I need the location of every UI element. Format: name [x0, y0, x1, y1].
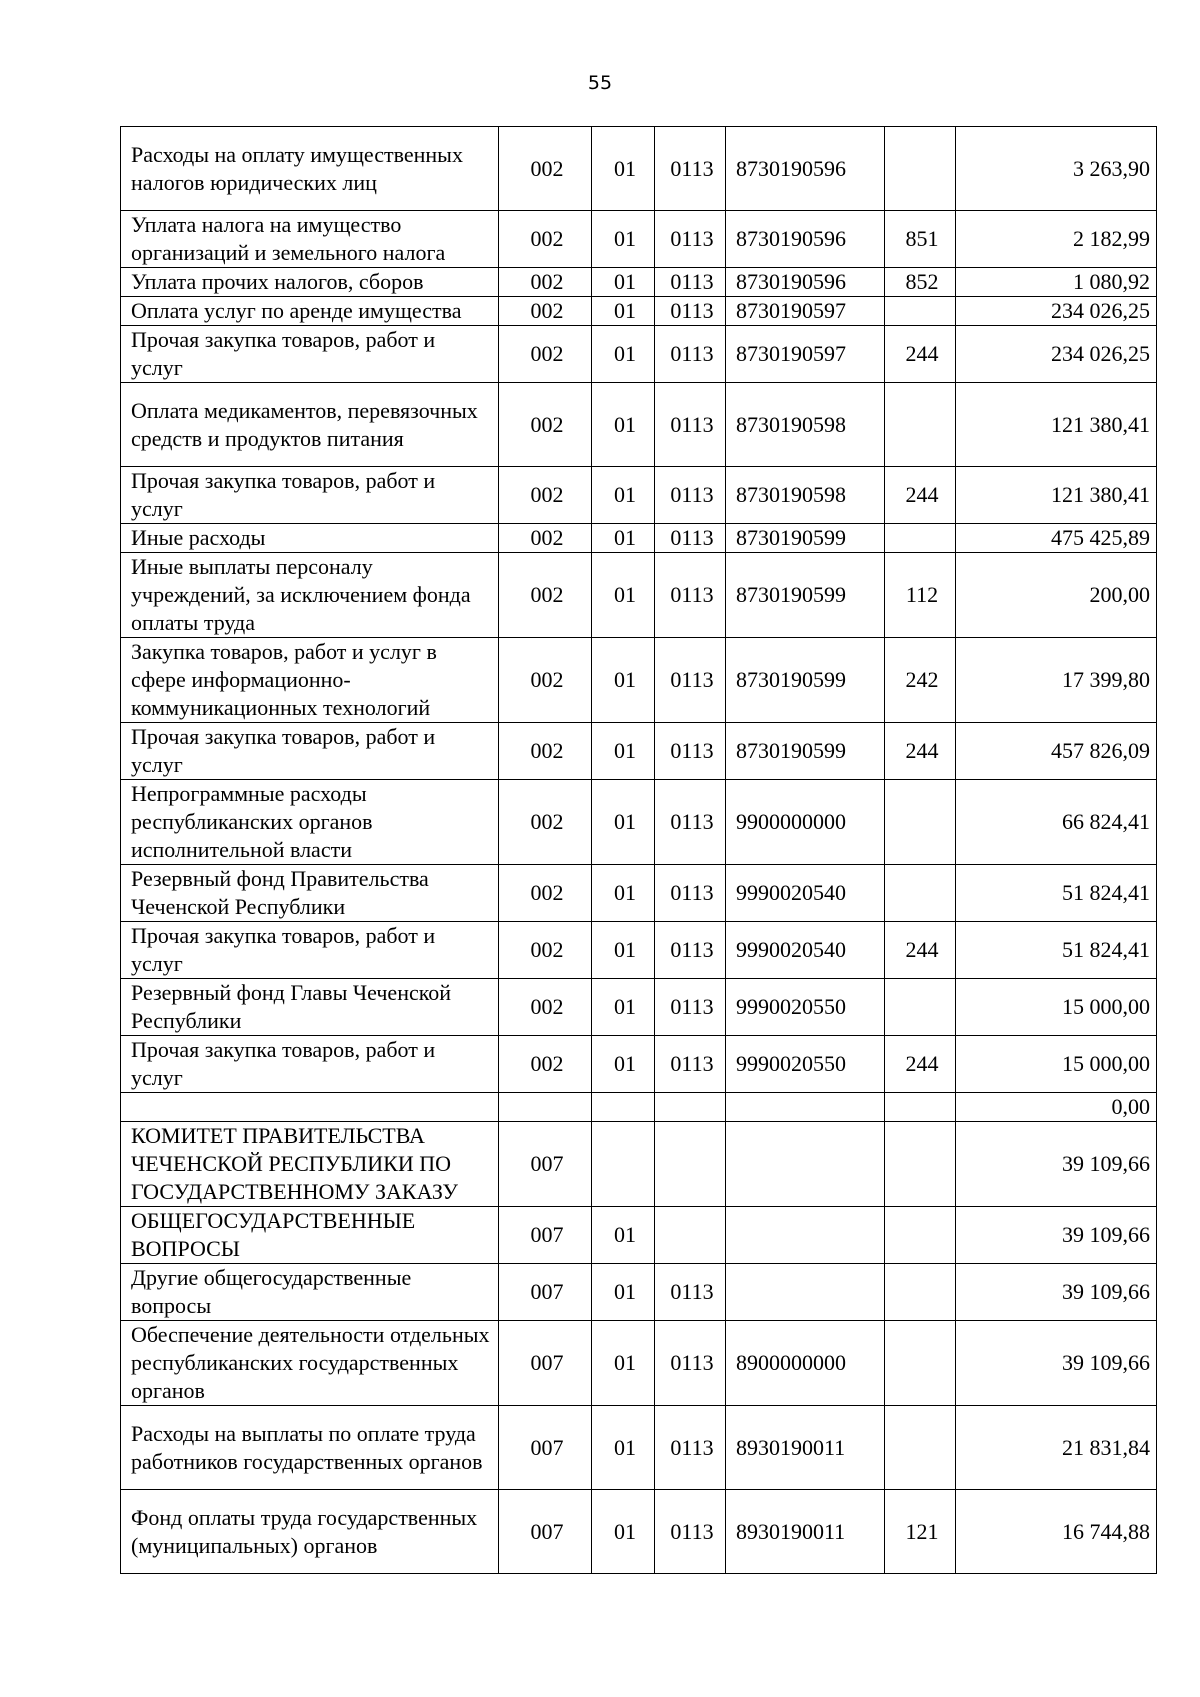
department-code-cell: 002 — [499, 211, 592, 268]
amount-cell: 3 263,90 — [956, 127, 1157, 211]
expense-type-cell — [885, 780, 956, 865]
expense-type-cell — [885, 1122, 956, 1207]
subsection-code-cell: 0113 — [655, 268, 726, 297]
section-code-cell: 01 — [592, 1490, 655, 1574]
department-code-cell: 002 — [499, 383, 592, 467]
table-row — [121, 780, 1157, 865]
target-article-cell: 8730190597 — [726, 297, 885, 326]
section-code-cell: 01 — [592, 127, 655, 211]
target-article-cell: 8730190598 — [726, 383, 885, 467]
table-body — [121, 127, 1157, 1574]
table-row — [121, 865, 1157, 922]
table-row — [121, 1036, 1157, 1093]
target-article-cell: 8730190598 — [726, 467, 885, 524]
target-article-cell: 9990020550 — [726, 1036, 885, 1093]
target-article-cell — [726, 1122, 885, 1207]
table-row — [121, 638, 1157, 723]
table-row — [121, 268, 1157, 297]
department-code-cell: 007 — [499, 1122, 592, 1207]
expense-name-cell: Резервный фонд Главы Чеченской Республики — [121, 979, 499, 1036]
section-code-cell: 01 — [592, 979, 655, 1036]
department-code-cell: 002 — [499, 268, 592, 297]
amount-cell: 51 824,41 — [956, 865, 1157, 922]
section-code-cell: 01 — [592, 467, 655, 524]
table-row — [121, 326, 1157, 383]
expense-name-cell: Непрограммные расходы республиканских органов исполнительной власти — [121, 780, 499, 865]
target-article-cell: 9990020540 — [726, 865, 885, 922]
target-article-cell: 8730190599 — [726, 524, 885, 553]
section-code-cell: 01 — [592, 638, 655, 723]
department-code-cell — [499, 1093, 592, 1122]
amount-cell: 200,00 — [956, 553, 1157, 638]
expense-type-cell: 244 — [885, 1036, 956, 1093]
amount-cell: 121 380,41 — [956, 383, 1157, 467]
expense-name-cell: Другие общегосударственные вопросы — [121, 1264, 499, 1321]
department-code-cell: 002 — [499, 865, 592, 922]
target-article-cell: 8930190011 — [726, 1490, 885, 1574]
target-article-cell — [726, 1264, 885, 1321]
expense-name-cell: Уплата налога на имущество организаций и земельного налога — [121, 211, 499, 268]
target-article-cell: 8730190599 — [726, 638, 885, 723]
expense-type-cell: 121 — [885, 1490, 956, 1574]
expense-type-cell: 851 — [885, 211, 956, 268]
section-code-cell: 01 — [592, 922, 655, 979]
amount-cell: 39 109,66 — [956, 1122, 1157, 1207]
section-code-cell — [592, 1122, 655, 1207]
amount-cell: 17 399,80 — [956, 638, 1157, 723]
table-row — [121, 1321, 1157, 1406]
amount-cell: 0,00 — [956, 1093, 1157, 1122]
section-code-cell: 01 — [592, 211, 655, 268]
department-code-cell: 002 — [499, 638, 592, 723]
amount-cell: 121 380,41 — [956, 467, 1157, 524]
subsection-code-cell: 0113 — [655, 1036, 726, 1093]
expense-type-cell: 244 — [885, 922, 956, 979]
department-code-cell: 002 — [499, 922, 592, 979]
section-code-cell: 01 — [592, 1264, 655, 1321]
amount-cell: 39 109,66 — [956, 1321, 1157, 1406]
page-number: 55 — [587, 72, 613, 94]
subsection-code-cell: 0113 — [655, 780, 726, 865]
table-row — [121, 467, 1157, 524]
expense-name-cell: Уплата прочих налогов, сборов — [121, 268, 499, 297]
department-code-cell: 002 — [499, 326, 592, 383]
amount-cell: 2 182,99 — [956, 211, 1157, 268]
expense-type-cell — [885, 865, 956, 922]
subsection-code-cell: 0113 — [655, 922, 726, 979]
amount-cell: 51 824,41 — [956, 922, 1157, 979]
target-article-cell: 8730190599 — [726, 723, 885, 780]
section-code-cell: 01 — [592, 524, 655, 553]
table-row — [121, 922, 1157, 979]
expense-type-cell: 244 — [885, 723, 956, 780]
department-code-cell: 007 — [499, 1406, 592, 1490]
subsection-code-cell: 0113 — [655, 553, 726, 638]
department-code-cell: 002 — [499, 524, 592, 553]
section-code-cell: 01 — [592, 1207, 655, 1264]
target-article-cell: 9990020550 — [726, 979, 885, 1036]
department-code-cell: 002 — [499, 127, 592, 211]
expense-name-cell — [121, 1093, 499, 1122]
section-code-cell: 01 — [592, 383, 655, 467]
subsection-code-cell: 0113 — [655, 297, 726, 326]
subsection-code-cell: 0113 — [655, 326, 726, 383]
expense-name-cell: Оплата медикаментов, перевязочных средств и продуктов питания — [121, 383, 499, 467]
subsection-code-cell: 0113 — [655, 1264, 726, 1321]
amount-cell: 475 425,89 — [956, 524, 1157, 553]
table-row — [121, 553, 1157, 638]
section-code-cell: 01 — [592, 268, 655, 297]
expense-type-cell — [885, 524, 956, 553]
target-article-cell: 8730190596 — [726, 127, 885, 211]
department-code-cell: 002 — [499, 467, 592, 524]
target-article-cell: 8730190599 — [726, 553, 885, 638]
target-article-cell: 8900000000 — [726, 1321, 885, 1406]
table-row — [121, 1093, 1157, 1122]
expense-name-cell: КОМИТЕТ ПРАВИТЕЛЬСТВА ЧЕЧЕНСКОЙ РЕСПУБЛИКИ ПО ГОСУДАРСТВЕННОМУ ЗАКАЗУ — [121, 1122, 499, 1207]
table-row — [121, 524, 1157, 553]
table-row — [121, 1264, 1157, 1321]
section-code-cell: 01 — [592, 780, 655, 865]
expense-type-cell — [885, 1406, 956, 1490]
table-row — [121, 1207, 1157, 1264]
subsection-code-cell: 0113 — [655, 211, 726, 268]
expense-name-cell: Иные выплаты персоналу учреждений, за исключением фонда оплаты труда — [121, 553, 499, 638]
target-article-cell: 9990020540 — [726, 922, 885, 979]
expense-name-cell: Расходы на оплату имущественных налогов юридических лиц — [121, 127, 499, 211]
department-code-cell: 002 — [499, 1036, 592, 1093]
subsection-code-cell: 0113 — [655, 127, 726, 211]
subsection-code-cell — [655, 1122, 726, 1207]
table-row — [121, 1406, 1157, 1490]
subsection-code-cell: 0113 — [655, 723, 726, 780]
expense-name-cell: ОБЩЕГОСУДАРСТВЕННЫЕ ВОПРОСЫ — [121, 1207, 499, 1264]
table-row — [121, 211, 1157, 268]
expense-name-cell: Прочая закупка товаров, работ и услуг — [121, 922, 499, 979]
expense-name-cell: Расходы на выплаты по оплате труда работников государственных органов — [121, 1406, 499, 1490]
section-code-cell: 01 — [592, 1406, 655, 1490]
table-row — [121, 383, 1157, 467]
amount-cell: 234 026,25 — [956, 326, 1157, 383]
amount-cell: 234 026,25 — [956, 297, 1157, 326]
amount-cell: 39 109,66 — [956, 1207, 1157, 1264]
expense-type-cell — [885, 127, 956, 211]
expense-name-cell: Прочая закупка товаров, работ и услуг — [121, 1036, 499, 1093]
expense-type-cell — [885, 297, 956, 326]
target-article-cell — [726, 1207, 885, 1264]
target-article-cell: 8930190011 — [726, 1406, 885, 1490]
expense-type-cell: 242 — [885, 638, 956, 723]
amount-cell: 15 000,00 — [956, 979, 1157, 1036]
expense-name-cell: Прочая закупка товаров, работ и услуг — [121, 467, 499, 524]
expense-name-cell: Обеспечение деятельности отдельных республиканских государственных органов — [121, 1321, 499, 1406]
section-code-cell: 01 — [592, 723, 655, 780]
table-row — [121, 723, 1157, 780]
subsection-code-cell: 0113 — [655, 865, 726, 922]
amount-cell: 66 824,41 — [956, 780, 1157, 865]
department-code-cell: 007 — [499, 1490, 592, 1574]
section-code-cell — [592, 1093, 655, 1122]
table-row — [121, 1122, 1157, 1207]
section-code-cell: 01 — [592, 297, 655, 326]
subsection-code-cell: 0113 — [655, 1490, 726, 1574]
subsection-code-cell: 0113 — [655, 467, 726, 524]
department-code-cell: 007 — [499, 1264, 592, 1321]
section-code-cell: 01 — [592, 1321, 655, 1406]
subsection-code-cell — [655, 1207, 726, 1264]
department-code-cell: 002 — [499, 979, 592, 1036]
target-article-cell: 8730190596 — [726, 211, 885, 268]
section-code-cell: 01 — [592, 1036, 655, 1093]
subsection-code-cell: 0113 — [655, 638, 726, 723]
expense-type-cell — [885, 383, 956, 467]
amount-cell: 39 109,66 — [956, 1264, 1157, 1321]
section-code-cell: 01 — [592, 865, 655, 922]
department-code-cell: 002 — [499, 723, 592, 780]
amount-cell: 15 000,00 — [956, 1036, 1157, 1093]
department-code-cell: 007 — [499, 1321, 592, 1406]
expense-name-cell: Иные расходы — [121, 524, 499, 553]
expense-name-cell: Закупка товаров, работ и услуг в сфере информационно-коммуникационных технологий — [121, 638, 499, 723]
target-article-cell — [726, 1093, 885, 1122]
subsection-code-cell: 0113 — [655, 1406, 726, 1490]
table-row — [121, 127, 1157, 211]
expense-name-cell: Прочая закупка товаров, работ и услуг — [121, 326, 499, 383]
expense-type-cell: 852 — [885, 268, 956, 297]
target-article-cell: 8730190597 — [726, 326, 885, 383]
subsection-code-cell: 0113 — [655, 524, 726, 553]
amount-cell: 21 831,84 — [956, 1406, 1157, 1490]
expense-name-cell: Фонд оплаты труда государственных (муниципальных) органов — [121, 1490, 499, 1574]
department-code-cell: 007 — [499, 1207, 592, 1264]
expense-type-cell: 244 — [885, 326, 956, 383]
table-row — [121, 979, 1157, 1036]
expense-type-cell: 244 — [885, 467, 956, 524]
department-code-cell: 002 — [499, 780, 592, 865]
expense-type-cell — [885, 1264, 956, 1321]
table-row — [121, 1490, 1157, 1574]
subsection-code-cell — [655, 1093, 726, 1122]
department-code-cell: 002 — [499, 297, 592, 326]
target-article-cell: 8730190596 — [726, 268, 885, 297]
budget-table — [120, 126, 1157, 1574]
section-code-cell: 01 — [592, 326, 655, 383]
expense-name-cell: Оплата услуг по аренде имущества — [121, 297, 499, 326]
expense-name-cell: Резервный фонд Правительства Чеченской Республики — [121, 865, 499, 922]
section-code-cell: 01 — [592, 553, 655, 638]
subsection-code-cell: 0113 — [655, 979, 726, 1036]
department-code-cell: 002 — [499, 553, 592, 638]
subsection-code-cell: 0113 — [655, 383, 726, 467]
subsection-code-cell: 0113 — [655, 1321, 726, 1406]
expense-type-cell: 112 — [885, 553, 956, 638]
expense-name-cell: Прочая закупка товаров, работ и услуг — [121, 723, 499, 780]
amount-cell: 1 080,92 — [956, 268, 1157, 297]
expense-type-cell — [885, 979, 956, 1036]
expense-type-cell — [885, 1207, 956, 1264]
table-row — [121, 297, 1157, 326]
amount-cell: 457 826,09 — [956, 723, 1157, 780]
expense-type-cell — [885, 1093, 956, 1122]
expense-type-cell — [885, 1321, 956, 1406]
target-article-cell: 9900000000 — [726, 780, 885, 865]
amount-cell: 16 744,88 — [956, 1490, 1157, 1574]
